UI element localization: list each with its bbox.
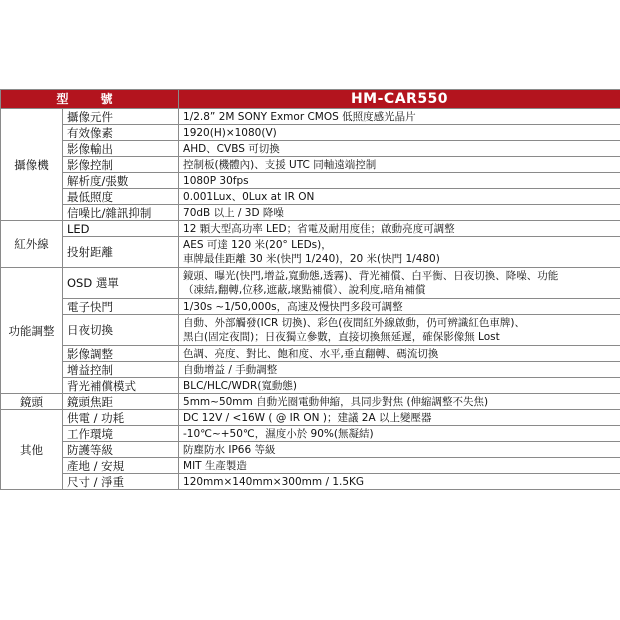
spec-row: [1, 189, 620, 205]
spec-value-line: 車牌最佳距離 30 米(快門 1/240)，20 米(快門 1/480): [183, 253, 440, 265]
spec-value: 自動增益 / 手動調整: [179, 362, 620, 378]
spec-name: 背光補償模式: [63, 378, 179, 394]
spec-row: [1, 299, 620, 315]
spec-row: [1, 426, 620, 442]
spec-name: 影像控制: [63, 157, 179, 173]
spec-row: [1, 157, 620, 173]
spec-value-line: 鏡頭、曝光(快門,增益,寬動態,透霧)、背光補償、白平衡、日夜切換、降噪、功能: [183, 270, 559, 282]
spec-value-line: AES 可達 120 米(20° LEDs)，: [183, 239, 332, 251]
spec-name: 影像輸出: [63, 141, 179, 157]
spec-name: 電子快門: [63, 299, 179, 315]
spec-name: 防護等級: [63, 442, 179, 458]
spec-table: [0, 89, 620, 490]
spec-name: 工作環境: [63, 426, 179, 442]
spec-value: [179, 268, 620, 299]
spec-value-line: （凍結,翻轉,位移,遮蔽,壞點補償）、說利度,暗角補償: [183, 284, 426, 296]
category-lens: 鏡頭: [1, 394, 63, 410]
spec-name: 增益控制: [63, 362, 179, 378]
spec-name: 最低照度: [63, 189, 179, 205]
spec-row: [1, 205, 620, 221]
spec-value: MIT 生產製造: [179, 458, 620, 474]
spec-name: 產地 / 安規: [63, 458, 179, 474]
spec-name: OSD 選單: [63, 268, 179, 299]
spec-row: [1, 362, 620, 378]
spec-row: [1, 394, 620, 410]
spec-row: [1, 378, 620, 394]
spec-name: 信噪比/雜訊抑制: [63, 205, 179, 221]
spec-name: 解析度/張數: [63, 173, 179, 189]
spec-value: BLC/HLC/WDR(寬動態): [179, 378, 620, 394]
spec-row: [1, 237, 620, 268]
spec-value: [179, 315, 620, 346]
spec-value: 120mm×140mm×300mm / 1.5KG: [179, 474, 620, 490]
category-function: 功能調整: [1, 268, 63, 394]
spec-name: 供電 / 功耗: [63, 410, 179, 426]
spec-value: DC 12V / <16W ( @ IR ON )；建議 2A 以上變壓器: [179, 410, 620, 426]
category-infrared: 紅外線: [1, 221, 63, 268]
spec-value: 防塵防水 IP66 等級: [179, 442, 620, 458]
spec-value: 70dB 以上 / 3D 降噪: [179, 205, 620, 221]
spec-row: [1, 268, 620, 299]
spec-value: 色調、亮度、對比、飽和度、水平,垂直翻轉、碼流切換: [179, 346, 620, 362]
model-column-label: 型 號: [1, 90, 179, 109]
spec-value: 1080P 30fps: [179, 173, 620, 189]
model-number: HM-CAR550: [179, 90, 620, 109]
category-camera: 攝像機: [1, 109, 63, 221]
spec-row: [1, 315, 620, 346]
spec-row: [1, 173, 620, 189]
spec-name: 日夜切換: [63, 315, 179, 346]
spec-row: [1, 346, 620, 362]
spec-value: [179, 237, 620, 268]
spec-row: [1, 458, 620, 474]
spec-value-line: 自動、外部觸發(ICR 切換)、彩色(夜間紅外線啟動，仍可辨識紅色車牌)、: [183, 317, 525, 329]
spec-value: 0.001Lux、0Lux at IR ON: [179, 189, 620, 205]
spec-value: 1/2.8” 2M SONY Exmor CMOS 低照度感光晶片: [179, 109, 620, 125]
spec-value: 1920(H)×1080(V): [179, 125, 620, 141]
spec-row: [1, 474, 620, 490]
spec-row: [1, 109, 620, 125]
spec-value-line: 黑白(固定夜間)；日夜獨立參數，直接切換無延遲，確保影像無 Lost: [183, 331, 500, 343]
spec-value: 控制板(機體內)、支援 UTC 同軸遠端控制: [179, 157, 620, 173]
spec-row: [1, 141, 620, 157]
category-other: 其他: [1, 410, 63, 490]
spec-value: -10℃~+50℃，濕度小於 90%(無凝結): [179, 426, 620, 442]
spec-name: 影像調整: [63, 346, 179, 362]
spec-name: 投射距離: [63, 237, 179, 268]
spec-row: [1, 221, 620, 237]
spec-name: 尺寸 / 淨重: [63, 474, 179, 490]
spec-name: 鏡頭焦距: [63, 394, 179, 410]
spec-name: 攝像元件: [63, 109, 179, 125]
spec-row: [1, 410, 620, 426]
spec-value: 1/30s ~1/50,000s，高速及慢快門多段可調整: [179, 299, 620, 315]
header-row: [1, 90, 620, 109]
spec-name: 有效像素: [63, 125, 179, 141]
spec-row: [1, 442, 620, 458]
spec-value: AHD、CVBS 可切換: [179, 141, 620, 157]
spec-row: [1, 125, 620, 141]
spec-value: 12 顆大型高功率 LED；省電及耐用度佳；啟動亮度可調整: [179, 221, 620, 237]
spec-name: LED: [63, 221, 179, 237]
spec-value: 5mm~50mm 自動光圈電動伸縮，具同步對焦 (伸縮調整不失焦): [179, 394, 620, 410]
